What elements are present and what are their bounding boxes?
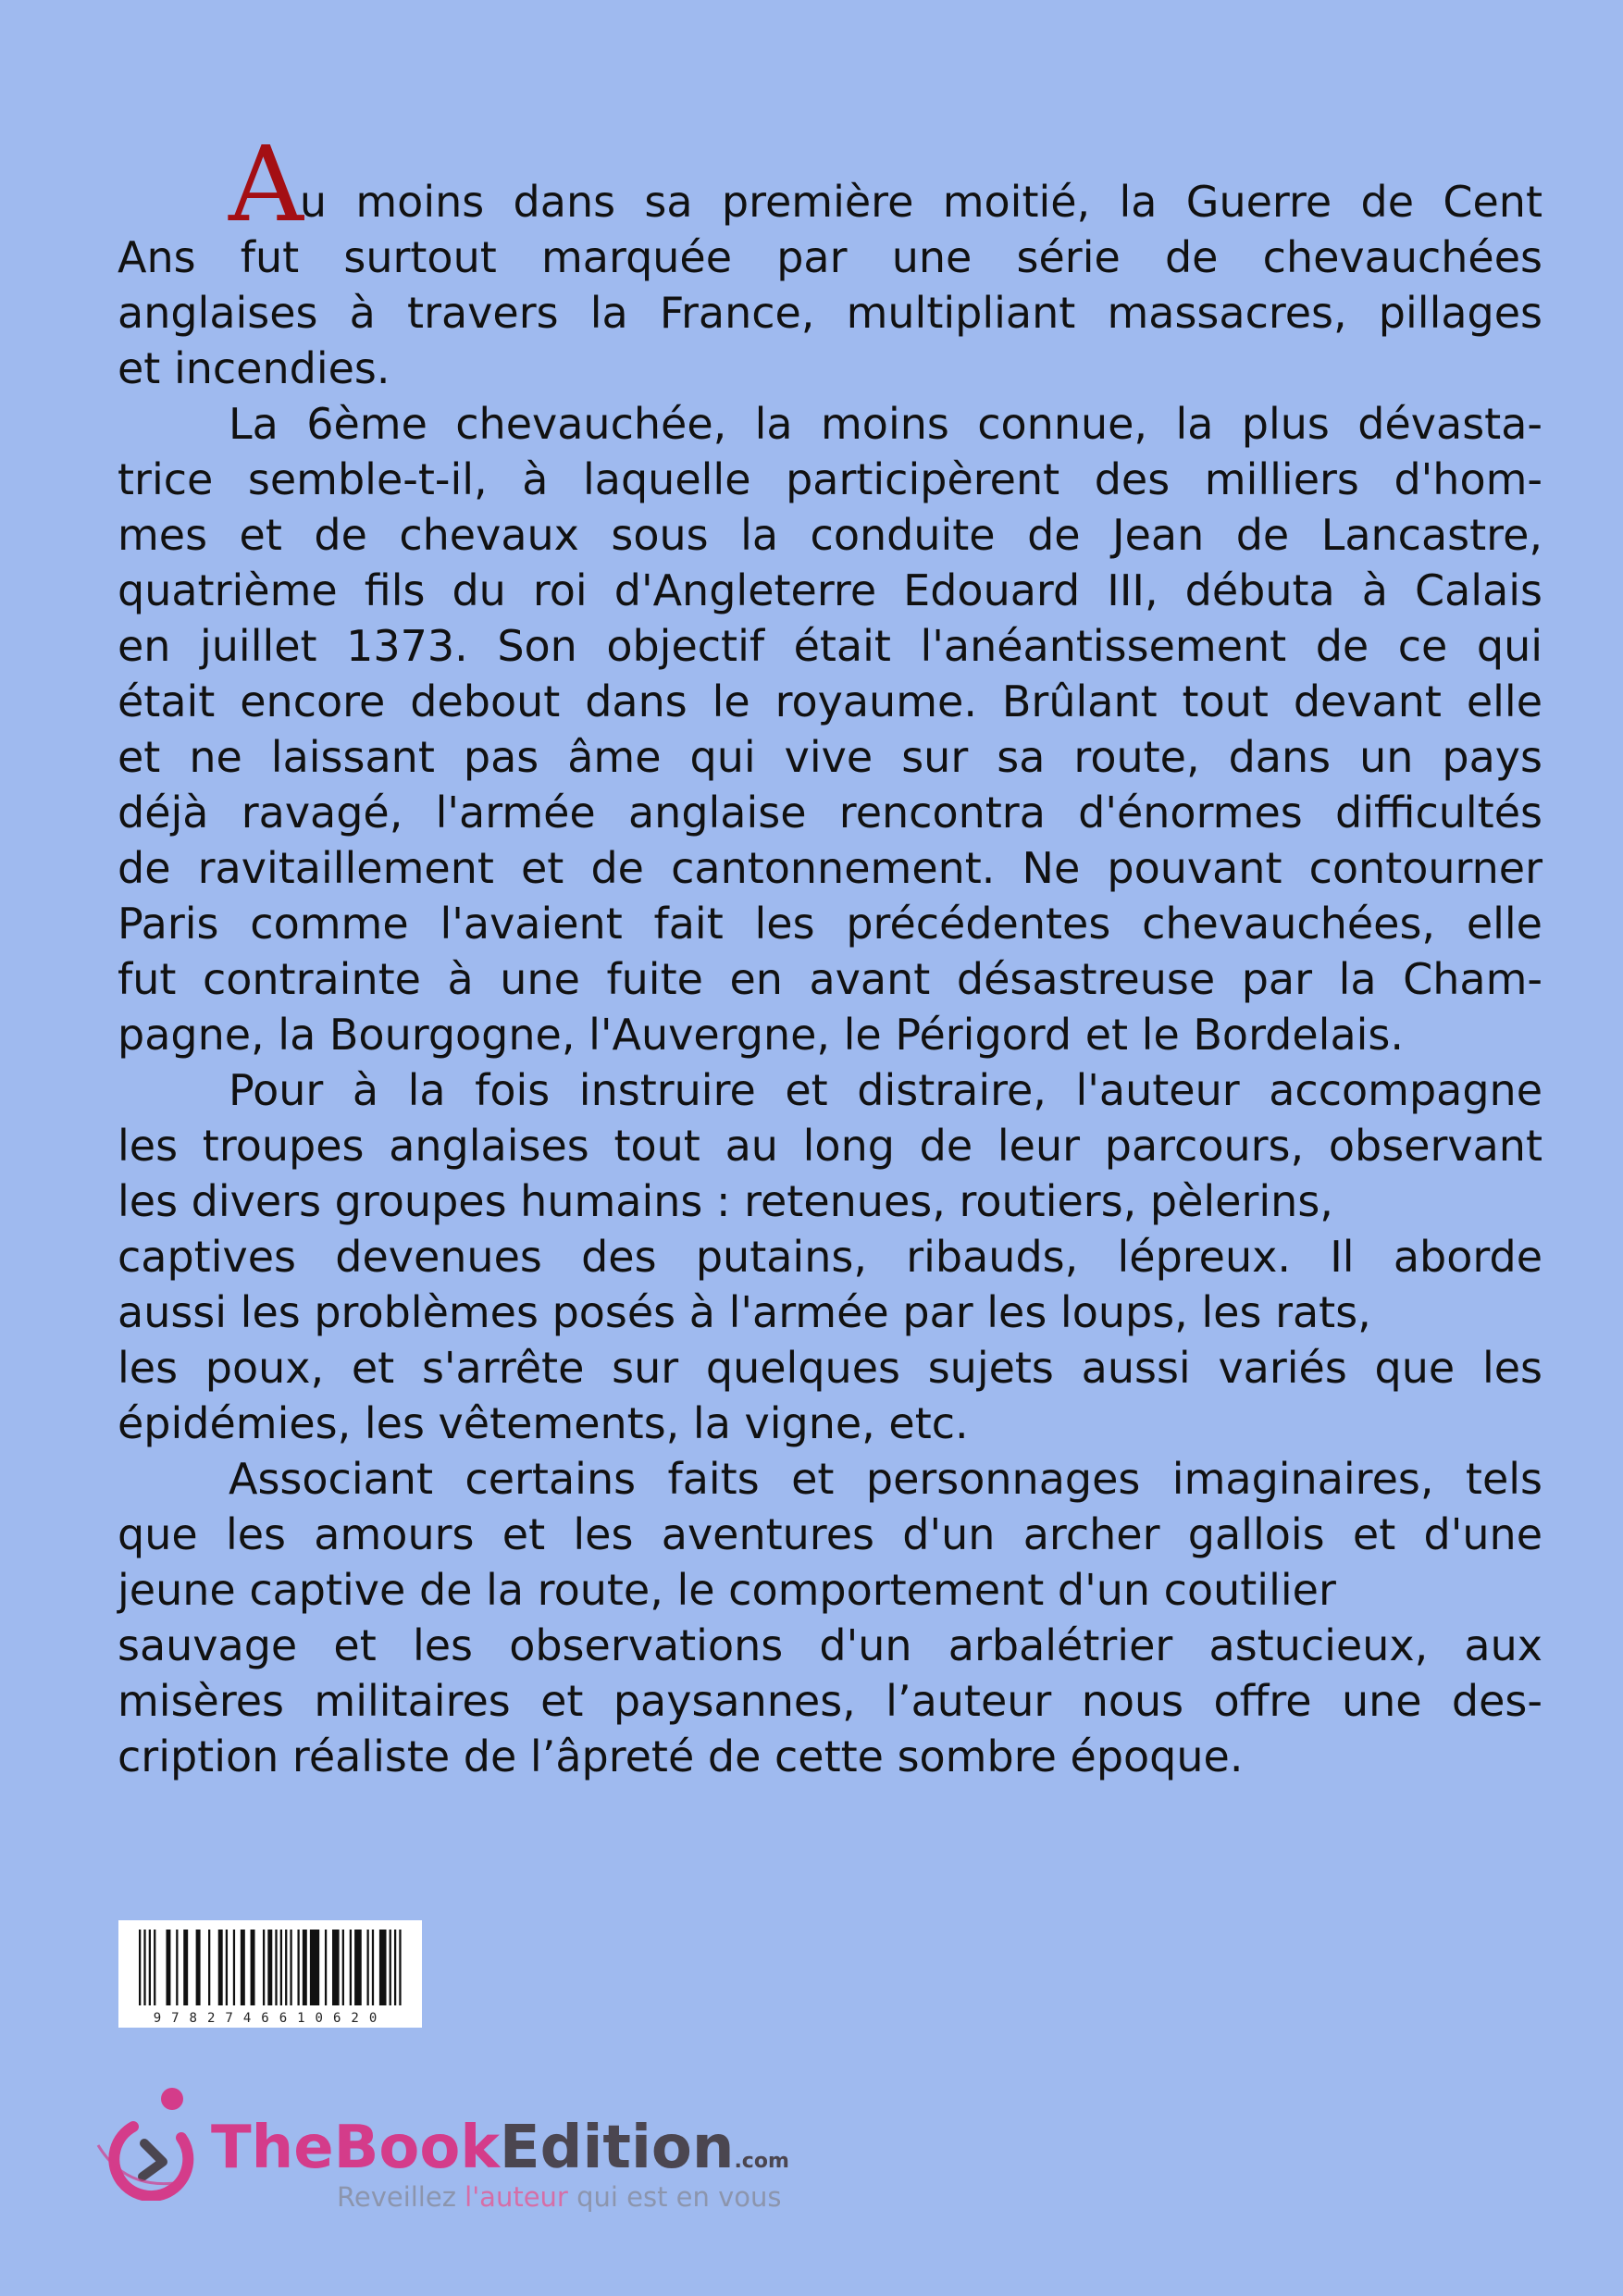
drop-cap: A bbox=[229, 125, 300, 245]
barcode-bar bbox=[342, 1930, 344, 2005]
synopsis-line: mes et de chevaux sous la conduite de Jean de Lancastre, bbox=[118, 510, 1542, 560]
synopsis-line: trice semble-t-il, à laquelle participèrent des milliers d'hom- bbox=[118, 454, 1542, 504]
barcode-bar bbox=[390, 1930, 391, 2005]
synopsis-text bbox=[118, 125, 1542, 1784]
barcode-bar bbox=[275, 1930, 277, 2005]
publisher-wordmark: TheBookEdition.com bbox=[211, 2114, 789, 2182]
barcode-bar bbox=[280, 1930, 282, 2005]
synopsis-line: et incendies. bbox=[118, 343, 390, 393]
barcode-bar bbox=[233, 1930, 235, 2005]
barcode-bars bbox=[118, 1920, 422, 2013]
synopsis-line: aussi les problèmes posés à l'armée par les loups, les rats, bbox=[118, 1287, 1371, 1337]
barcode-bar bbox=[166, 1930, 170, 2005]
barcode-bar bbox=[354, 1930, 362, 2005]
barcode-bar bbox=[196, 1930, 201, 2005]
synopsis-line: déjà ravagé, l'armée anglaise rencontra d'énormes difficultés bbox=[118, 788, 1542, 838]
synopsis-line: et ne laissant pas âme qui vive sur sa route, dans un pays bbox=[118, 732, 1542, 782]
barcode-bar bbox=[251, 1930, 255, 2005]
barcode-bar bbox=[176, 1930, 178, 2005]
barcode-bar bbox=[285, 1930, 287, 2005]
synopsis-line: captives devenues des putains, ribauds, lépreux. Il aborde bbox=[118, 1232, 1542, 1282]
barcode-bar bbox=[332, 1930, 340, 2005]
barcode-bar bbox=[303, 1930, 307, 2005]
barcode-bar bbox=[154, 1930, 155, 2005]
barcode-bar bbox=[394, 1930, 396, 2005]
synopsis-line: Au moins dans sa première moitié, la Guerre de Cent bbox=[229, 125, 1542, 245]
publisher-logo bbox=[89, 2080, 829, 2213]
barcode-bar bbox=[226, 1930, 228, 2005]
barcode-bar bbox=[149, 1930, 151, 2005]
publisher-logo-icon bbox=[89, 2080, 209, 2201]
barcode-bar bbox=[310, 1930, 319, 2005]
synopsis-line: misères militaires et paysannes, l’auteur nous offre une des- bbox=[118, 1676, 1542, 1726]
barcode-bar bbox=[325, 1930, 327, 2005]
synopsis-line: Pour à la fois instruire et distraire, l'auteur accompagne bbox=[229, 1065, 1542, 1115]
synopsis-line: était encore debout dans le royaume. Brûlant tout devant elle bbox=[118, 676, 1542, 726]
synopsis-line: sauvage et les observations d'un arbalétrier astucieux, aux bbox=[118, 1620, 1542, 1670]
barcode-bar bbox=[399, 1930, 401, 2005]
barcode-bar bbox=[218, 1930, 223, 2005]
barcode-bar bbox=[267, 1930, 272, 2005]
synopsis-line: de ravitaillement et de cantonnement. Ne pouvant contourner bbox=[118, 843, 1542, 893]
synopsis-line: en juillet 1373. Son objectif était l'anéantissement de ce qui bbox=[118, 621, 1542, 671]
barcode-bar bbox=[241, 1930, 245, 2005]
barcode-bar bbox=[143, 1930, 145, 2005]
synopsis-line: pagne, la Bourgogne, l'Auvergne, le Périgord et le Bordelais. bbox=[118, 1010, 1405, 1060]
barcode-bar bbox=[366, 1930, 368, 2005]
synopsis-line: les troupes anglaises tout au long de leur parcours, observant bbox=[118, 1121, 1542, 1171]
barcode-bar bbox=[139, 1930, 141, 2005]
barcode-bar bbox=[350, 1930, 352, 2005]
synopsis-line: quatrième fils du roi d'Angleterre Edouard III, débuta à Calais bbox=[118, 565, 1542, 615]
synopsis-line: que les amours et les aventures d'un archer gallois et d'une bbox=[118, 1509, 1542, 1559]
barcode-bar bbox=[379, 1930, 387, 2005]
barcode-bar bbox=[372, 1930, 374, 2005]
barcode-bar bbox=[297, 1930, 299, 2005]
synopsis-line: anglaises à travers la France, multipliant massacres, pillages bbox=[118, 288, 1542, 338]
synopsis-line: les poux, et s'arrête sur quelques sujets aussi variés que les bbox=[118, 1343, 1542, 1393]
synopsis-line: fut contrainte à une fuite en avant désastreuse par la Cham- bbox=[118, 954, 1542, 1004]
isbn-barcode bbox=[118, 1920, 422, 2028]
publisher-tagline: Reveillez l'auteur qui est en vous bbox=[337, 2181, 782, 2213]
barcode-bar bbox=[290, 1930, 291, 2005]
synopsis-line: Ans fut surtout marquée par une série de chevauchées bbox=[118, 232, 1542, 282]
barcode-digits: 9782746610620 bbox=[153, 2011, 388, 2026]
barcode-bar bbox=[263, 1930, 265, 2005]
synopsis-line: cription réaliste de l’âpreté de cette sombre époque. bbox=[118, 1731, 1244, 1781]
synopsis-line: Associant certains faits et personnages imaginaires, tels bbox=[229, 1454, 1542, 1504]
synopsis-line: Paris comme l'avaient fait les précédentes chevauchées, elle bbox=[118, 899, 1542, 949]
barcode-bar bbox=[183, 1930, 188, 2005]
synopsis-line: les divers groupes humains : retenues, routiers, pèlerins, bbox=[118, 1176, 1333, 1226]
barcode-bar bbox=[208, 1930, 210, 2005]
synopsis-line: épidémies, les vêtements, la vigne, etc. bbox=[118, 1398, 969, 1448]
synopsis-line: La 6ème chevauchée, la moins connue, la plus dévasta- bbox=[229, 399, 1542, 449]
synopsis-line: jeune captive de la route, le comportement d'un coutilier bbox=[118, 1565, 1336, 1615]
